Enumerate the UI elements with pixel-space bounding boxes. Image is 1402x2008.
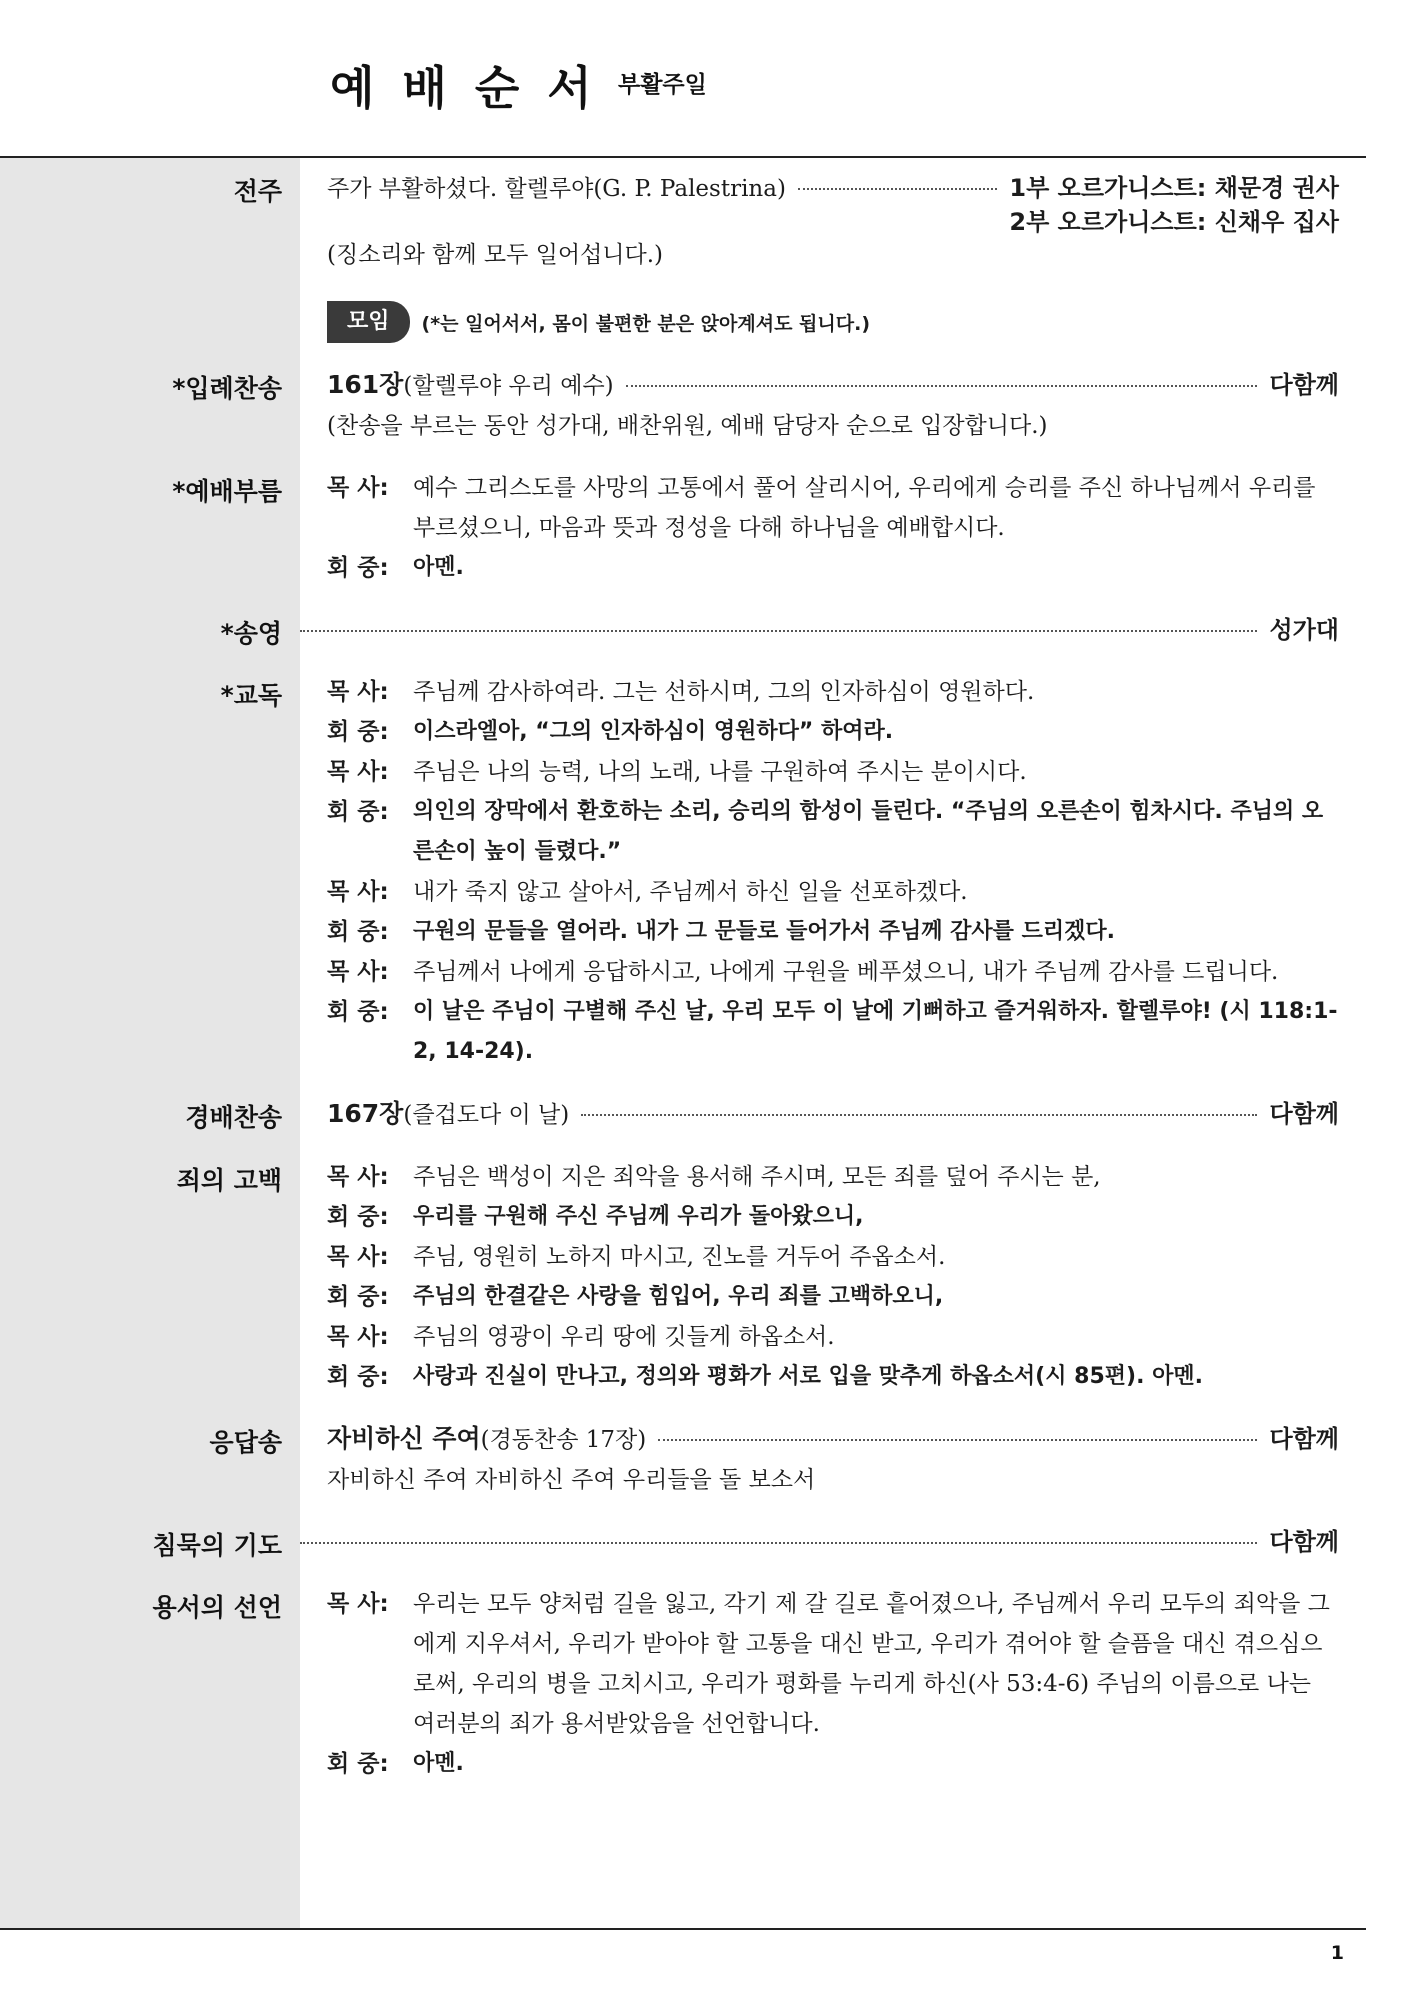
item-title: 주가 부활하셨다. 할렐루야(G. P. Palestrina) <box>327 176 786 202</box>
item-performer: 다함께 <box>1269 1528 1339 1556</box>
item-note: (찬송을 부르는 동안 성가대, 배찬위원, 예배 담당자 순으로 입장합니다.) <box>327 413 1048 439</box>
speaker-label: 목 사: <box>327 1244 389 1270</box>
dialogue-line <box>327 792 1339 872</box>
dialogue-line <box>327 712 1339 752</box>
item-performer: 다함께 <box>1269 371 1339 399</box>
dialogue-text: 주님, 영원히 노하지 마시고, 진노를 거두어 주옵소서. <box>413 1244 946 1270</box>
item-line <box>327 1419 1339 1460</box>
item-performer-2: 2부 오르가니스트: 신채우 집사 <box>1009 208 1339 236</box>
hymn-number: 161장 <box>327 370 404 399</box>
dialogue-text: 우리는 모두 양처럼 길을 잃고, 각기 제 갈 길로 흩어졌으나, 주님께서 우리 모두의 죄악을 그에게 지우셔서, 우리가 받아야 할 고통을 대신 받고, 우리가 겪어야 할 슬픔을 대신 겪으심으로써, 우리의 병을 고치시고, 우리가 평화를 누리게 하신(사 53:4-6) 주님의 이름으로 나는 여러분의 죄가 용서받았음을 선언합니다. <box>413 1591 1330 1737</box>
item-performer: 다함께 <box>1269 1100 1339 1128</box>
speaker-label: 회 중: <box>327 799 389 825</box>
item-line <box>327 365 1339 406</box>
leader-dots <box>581 1114 1257 1116</box>
item-performer: 성가대 <box>1269 616 1339 644</box>
dialogue-line <box>327 1744 1339 1784</box>
speaker-label: 목 사: <box>327 1324 389 1350</box>
order-of-worship <box>0 168 1402 1806</box>
section-responsive-reading <box>0 672 1402 1072</box>
leader-dots <box>658 1439 1257 1441</box>
gathering-note: (*는 일어서서, 몸이 불편한 분은 앉아계셔도 됩니다.) <box>421 312 871 335</box>
section-label: *송영 <box>220 619 282 648</box>
dialogue-text: 주님은 나의 능력, 나의 노래, 나를 구원하여 주시는 분이시다. <box>413 759 1027 785</box>
speaker-label: 목 사: <box>327 1591 389 1617</box>
dialogue-line <box>327 548 1339 588</box>
section-prelude <box>0 168 1402 275</box>
dialogue-line <box>327 672 1339 712</box>
section-entrance-hymn <box>0 365 1402 446</box>
dialogue-line <box>327 912 1339 952</box>
dialogue-line <box>327 1317 1339 1357</box>
section-response-song <box>0 1419 1402 1500</box>
section-label: 응답송 <box>209 1428 282 1457</box>
section-doxology <box>0 610 1402 650</box>
section-label: 용서의 선언 <box>152 1593 282 1622</box>
leader-dots <box>300 1542 1257 1544</box>
item-note: (징소리와 함께 모두 일어섭니다.) <box>327 242 664 268</box>
dialogue-line <box>327 468 1339 548</box>
section-label: *입례찬송 <box>172 374 282 403</box>
speaker-label: 목 사: <box>327 1164 389 1190</box>
dialogue-text: 사랑과 진실이 만나고, 정의와 평화가 서로 입을 맞추게 하옵소서(시 85편). 아멘. <box>413 1364 1203 1389</box>
hymn-title: (할렐루야 우리 예수) <box>403 373 614 399</box>
dialogue-line <box>327 872 1339 912</box>
song-source: (경동찬송 17장) <box>480 1427 647 1453</box>
dialogue-text: 주님께서 나에게 응답하시고, 나에게 구원을 베푸셨으니, 내가 주님께 감사를 드립니다. <box>413 959 1279 985</box>
dialogue-text: 내가 죽지 않고 살아서, 주님께서 하신 일을 선포하겠다. <box>413 879 968 905</box>
dialogue-text: 주님은 백성이 지은 죄악을 용서해 주시며, 모든 죄를 덮어 주시는 분, <box>413 1164 1101 1190</box>
dialogue-line <box>327 992 1339 1072</box>
dialogue-text: 주님께 감사하여라. 그는 선하시며, 그의 인자하심이 영원하다. <box>413 679 1035 705</box>
leader-dots <box>626 385 1258 387</box>
section-label: 침묵의 기도 <box>152 1531 282 1560</box>
dialogue-line <box>327 1237 1339 1277</box>
section-gathering <box>0 301 1402 343</box>
speaker-label: 회 중: <box>327 1364 389 1390</box>
page-subtitle: 부활주일 <box>618 72 707 98</box>
dialogue-text: 구원의 문들을 열어라. 내가 그 문들로 들어가서 주님께 감사를 드리겠다. <box>413 919 1115 944</box>
section-assurance-of-pardon <box>0 1584 1402 1784</box>
section-label: 죄의 고백 <box>176 1166 282 1195</box>
header <box>0 0 1402 156</box>
speaker-label: 회 중: <box>327 1204 389 1230</box>
item-line <box>300 1522 1339 1562</box>
speaker-label: 회 중: <box>327 1751 389 1777</box>
section-silent-prayer <box>0 1522 1402 1562</box>
section-label: 경배찬송 <box>185 1103 282 1132</box>
item-performer: 다함께 <box>1269 1425 1339 1453</box>
dialogue-line <box>327 1584 1339 1744</box>
dialogue-line <box>327 1357 1339 1397</box>
speaker-label: 목 사: <box>327 959 389 985</box>
item-performer: 1부 오르가니스트: 채문경 권사 <box>1009 174 1339 202</box>
section-label: 전주 <box>233 177 282 206</box>
speaker-label: 목 사: <box>327 879 389 905</box>
dialogue-text: 이 날은 주님이 구별해 주신 날, 우리 모두 이 날에 기뻐하고 즐거워하자. 할렐루야! (시 118:1-2, 14-24). <box>413 999 1338 1064</box>
gathering-tag: 모임 <box>327 301 410 343</box>
dialogue-text: 의인의 장막에서 환호하는 소리, 승리의 함성이 들린다. “주님의 오른손이 힘차시다. 주님의 오른손이 높이 들렸다.” <box>413 799 1324 864</box>
hymn-title: (즐겁도다 이 날) <box>403 1102 570 1128</box>
item-line <box>327 1094 1339 1135</box>
item-note: 자비하신 주여 자비하신 주여 우리들을 돌 보소서 <box>327 1467 816 1493</box>
leader-dots <box>300 630 1257 632</box>
dialogue-text: 예수 그리스도를 사망의 고통에서 풀어 살리시어, 우리에게 승리를 주신 하나님께서 우리를 부르셨으니, 마음과 뜻과 정성을 다해 하나님을 예배합시다. <box>413 475 1316 541</box>
section-label: *교독 <box>220 681 282 710</box>
dialogue-line <box>327 1277 1339 1317</box>
dialogue-text: 아멘. <box>413 555 464 580</box>
section-call-to-worship <box>0 468 1402 588</box>
speaker-label: 회 중: <box>327 555 389 581</box>
speaker-label: 목 사: <box>327 679 389 705</box>
page-number: 1 <box>1330 1942 1344 1964</box>
dialogue-line <box>327 952 1339 992</box>
hymn-number: 167장 <box>327 1099 404 1128</box>
bottom-divider <box>0 1928 1366 1930</box>
section-praise-hymn <box>0 1094 1402 1135</box>
speaker-label: 회 중: <box>327 719 389 745</box>
dialogue-text: 우리를 구원해 주신 주님께 우리가 돌아왔으니, <box>413 1204 864 1229</box>
dialogue-line <box>327 1197 1339 1237</box>
item-line <box>300 610 1339 650</box>
speaker-label: 회 중: <box>327 1284 389 1310</box>
section-label: *예배부름 <box>172 477 282 506</box>
dialogue-text: 주님의 영광이 우리 땅에 깃들게 하옵소서. <box>413 1324 835 1350</box>
page-title: 예배순서 <box>330 61 620 115</box>
song-title: 자비하신 주여 <box>327 1424 481 1453</box>
speaker-label: 회 중: <box>327 919 389 945</box>
item-line <box>327 168 1339 209</box>
dialogue-text: 아멘. <box>413 1751 464 1776</box>
leader-dots <box>798 188 997 190</box>
speaker-label: 목 사: <box>327 475 389 501</box>
dialogue-line <box>327 752 1339 792</box>
dialogue-text: 이스라엘아, “그의 인자하심이 영원하다” 하여라. <box>413 719 894 744</box>
dialogue-text: 주님의 한결같은 사랑을 힘입어, 우리 죄를 고백하오니, <box>413 1284 944 1309</box>
section-confession <box>0 1157 1402 1397</box>
speaker-label: 회 중: <box>327 999 389 1025</box>
dialogue-line <box>327 1157 1339 1197</box>
speaker-label: 목 사: <box>327 759 389 785</box>
